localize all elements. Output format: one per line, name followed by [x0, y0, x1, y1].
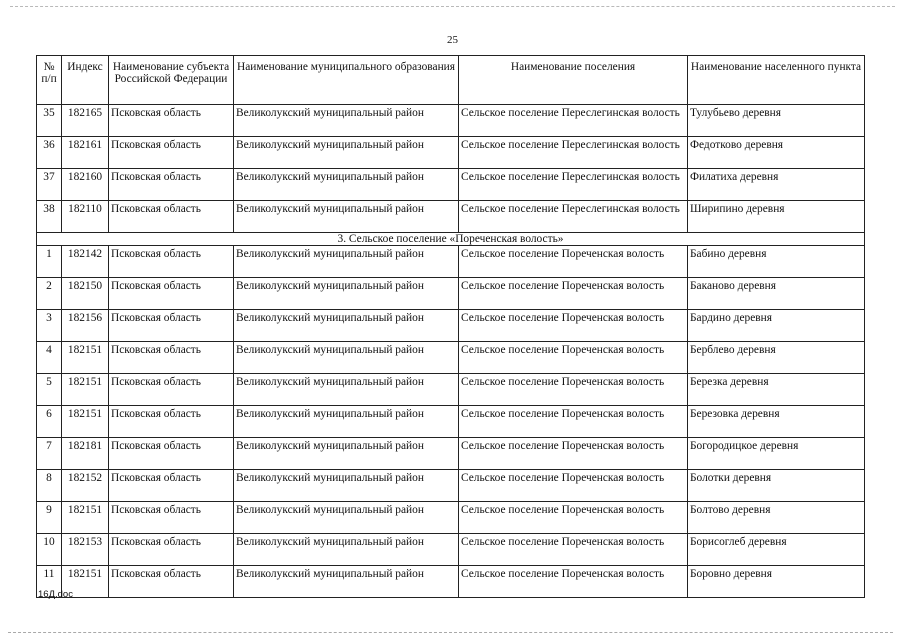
cell-index: 182150: [62, 278, 109, 310]
cell-municipality: Великолукский муниципальный район: [234, 502, 459, 534]
cell-subject: Псковская область: [109, 105, 234, 137]
cell-subject: Псковская область: [109, 374, 234, 406]
cell-settlement: Сельское поселение Пореченская волость: [459, 534, 688, 566]
cell-settlement: Сельское поселение Пореченская волость: [459, 502, 688, 534]
header-settlement: Наименование поселения: [459, 56, 688, 105]
cell-locality: Ширипино деревня: [688, 201, 865, 233]
table-row: [37, 201, 865, 233]
cell-index: 182161: [62, 137, 109, 169]
table-body-peresleginskaya: [37, 105, 865, 233]
cell-subject: Псковская область: [109, 310, 234, 342]
cell-num: 10: [37, 534, 62, 566]
cell-settlement: Сельское поселение Пореченская волость: [459, 566, 688, 598]
table-row: [37, 137, 865, 169]
cell-num: 36: [37, 137, 62, 169]
table-row: [37, 246, 865, 278]
cell-municipality: Великолукский муниципальный район: [234, 246, 459, 278]
cell-num: 1: [37, 246, 62, 278]
cell-index: 182110: [62, 201, 109, 233]
cell-municipality: Великолукский муниципальный район: [234, 470, 459, 502]
header-subject: Наименование субъекта Российской Федерации: [109, 56, 234, 105]
table-row: [37, 438, 865, 470]
cell-subject: Псковская область: [109, 137, 234, 169]
cell-num: 2: [37, 278, 62, 310]
cell-num: 5: [37, 374, 62, 406]
page-number: 25: [447, 34, 458, 46]
cell-subject: Псковская область: [109, 278, 234, 310]
cell-subject: Псковская область: [109, 169, 234, 201]
cell-subject: Псковская область: [109, 438, 234, 470]
cell-municipality: Великолукский муниципальный район: [234, 342, 459, 374]
table-section: [37, 233, 865, 246]
cell-index: 182151: [62, 342, 109, 374]
cell-municipality: Великолукский муниципальный район: [234, 374, 459, 406]
cell-municipality: Великолукский муниципальный район: [234, 310, 459, 342]
cell-locality: Березовка деревня: [688, 406, 865, 438]
cell-subject: Псковская область: [109, 502, 234, 534]
cell-num: 3: [37, 310, 62, 342]
cell-num: 37: [37, 169, 62, 201]
cell-municipality: Великолукский муниципальный район: [234, 169, 459, 201]
cell-num: 8: [37, 470, 62, 502]
cell-index: 182160: [62, 169, 109, 201]
cell-municipality: Великолукский муниципальный район: [234, 566, 459, 598]
cell-index: 182151: [62, 502, 109, 534]
table-row: [37, 310, 865, 342]
cell-index: 182151: [62, 566, 109, 598]
table-row: [37, 470, 865, 502]
cell-index: 182151: [62, 374, 109, 406]
cell-num: 7: [37, 438, 62, 470]
scan-bottom-edge: [8, 632, 893, 633]
cell-settlement: Сельское поселение Пореченская волость: [459, 310, 688, 342]
cell-index: 182152: [62, 470, 109, 502]
table-header: [37, 56, 865, 105]
cell-settlement: Сельское поселение Пореченская волость: [459, 342, 688, 374]
table-row: [37, 566, 865, 598]
cell-locality: Бардино деревня: [688, 310, 865, 342]
cell-index: 182142: [62, 246, 109, 278]
cell-settlement: Сельское поселение Пореченская волость: [459, 278, 688, 310]
table-row: [37, 105, 865, 137]
table-row: [37, 374, 865, 406]
cell-index: 182165: [62, 105, 109, 137]
cell-locality: Богородицкое деревня: [688, 438, 865, 470]
cell-settlement: Сельское поселение Пореченская волость: [459, 438, 688, 470]
cell-municipality: Великолукский муниципальный район: [234, 406, 459, 438]
cell-settlement: Сельское поселение Переслегинская волость: [459, 201, 688, 233]
table-row: [37, 502, 865, 534]
cell-settlement: Сельское поселение Пореченская волость: [459, 374, 688, 406]
cell-municipality: Великолукский муниципальный район: [234, 105, 459, 137]
cell-index: 182181: [62, 438, 109, 470]
cell-subject: Псковская область: [109, 470, 234, 502]
header-municipality: Наименование муниципального образования: [234, 56, 459, 105]
cell-municipality: Великолукский муниципальный район: [234, 278, 459, 310]
cell-locality: Березка деревня: [688, 374, 865, 406]
cell-settlement: Сельское поселение Пореченская волость: [459, 470, 688, 502]
cell-subject: Псковская область: [109, 201, 234, 233]
cell-settlement: Сельское поселение Переслегинская волость: [459, 137, 688, 169]
cell-locality: Тулубьево деревня: [688, 105, 865, 137]
table-row: [37, 169, 865, 201]
cell-locality: Федотково деревня: [688, 137, 865, 169]
cell-num: 4: [37, 342, 62, 374]
settlements-table: [36, 55, 865, 598]
cell-subject: Псковская область: [109, 534, 234, 566]
cell-num: 35: [37, 105, 62, 137]
header-locality: Наименование населенного пункта: [688, 56, 865, 105]
cell-index: 182153: [62, 534, 109, 566]
header-num: № п/п: [37, 56, 62, 105]
cell-municipality: Великолукский муниципальный район: [234, 201, 459, 233]
cell-locality: Баканово деревня: [688, 278, 865, 310]
cell-locality: Берблево деревня: [688, 342, 865, 374]
cell-locality: Болтово деревня: [688, 502, 865, 534]
table-body-porechenskaya: [37, 246, 865, 598]
cell-index: 182156: [62, 310, 109, 342]
cell-num: 6: [37, 406, 62, 438]
section-title: 3. Сельское поселение «Пореченская волость»: [37, 233, 865, 246]
table-row: [37, 534, 865, 566]
cell-subject: Псковская область: [109, 246, 234, 278]
cell-settlement: Сельское поселение Переслегинская волость: [459, 105, 688, 137]
cell-municipality: Великолукский муниципальный район: [234, 137, 459, 169]
cell-num: 11: [37, 566, 62, 598]
table-row: [37, 342, 865, 374]
cell-num: 9: [37, 502, 62, 534]
scan-top-edge: [10, 6, 895, 7]
cell-index: 182151: [62, 406, 109, 438]
cell-locality: Болотки деревня: [688, 470, 865, 502]
cell-locality: Бабино деревня: [688, 246, 865, 278]
cell-num: 38: [37, 201, 62, 233]
file-name-label: 16Д.doc: [38, 589, 73, 600]
header-index: Индекс: [62, 56, 109, 105]
cell-locality: Боровно деревня: [688, 566, 865, 598]
cell-locality: Филатиха деревня: [688, 169, 865, 201]
cell-municipality: Великолукский муниципальный район: [234, 534, 459, 566]
cell-locality: Борисоглеб деревня: [688, 534, 865, 566]
cell-subject: Псковская область: [109, 566, 234, 598]
cell-settlement: Сельское поселение Переслегинская волость: [459, 169, 688, 201]
table-row: [37, 278, 865, 310]
cell-subject: Псковская область: [109, 342, 234, 374]
cell-municipality: Великолукский муниципальный район: [234, 438, 459, 470]
cell-settlement: Сельское поселение Пореченская волость: [459, 406, 688, 438]
table-row: [37, 406, 865, 438]
cell-settlement: Сельское поселение Пореченская волость: [459, 246, 688, 278]
cell-subject: Псковская область: [109, 406, 234, 438]
